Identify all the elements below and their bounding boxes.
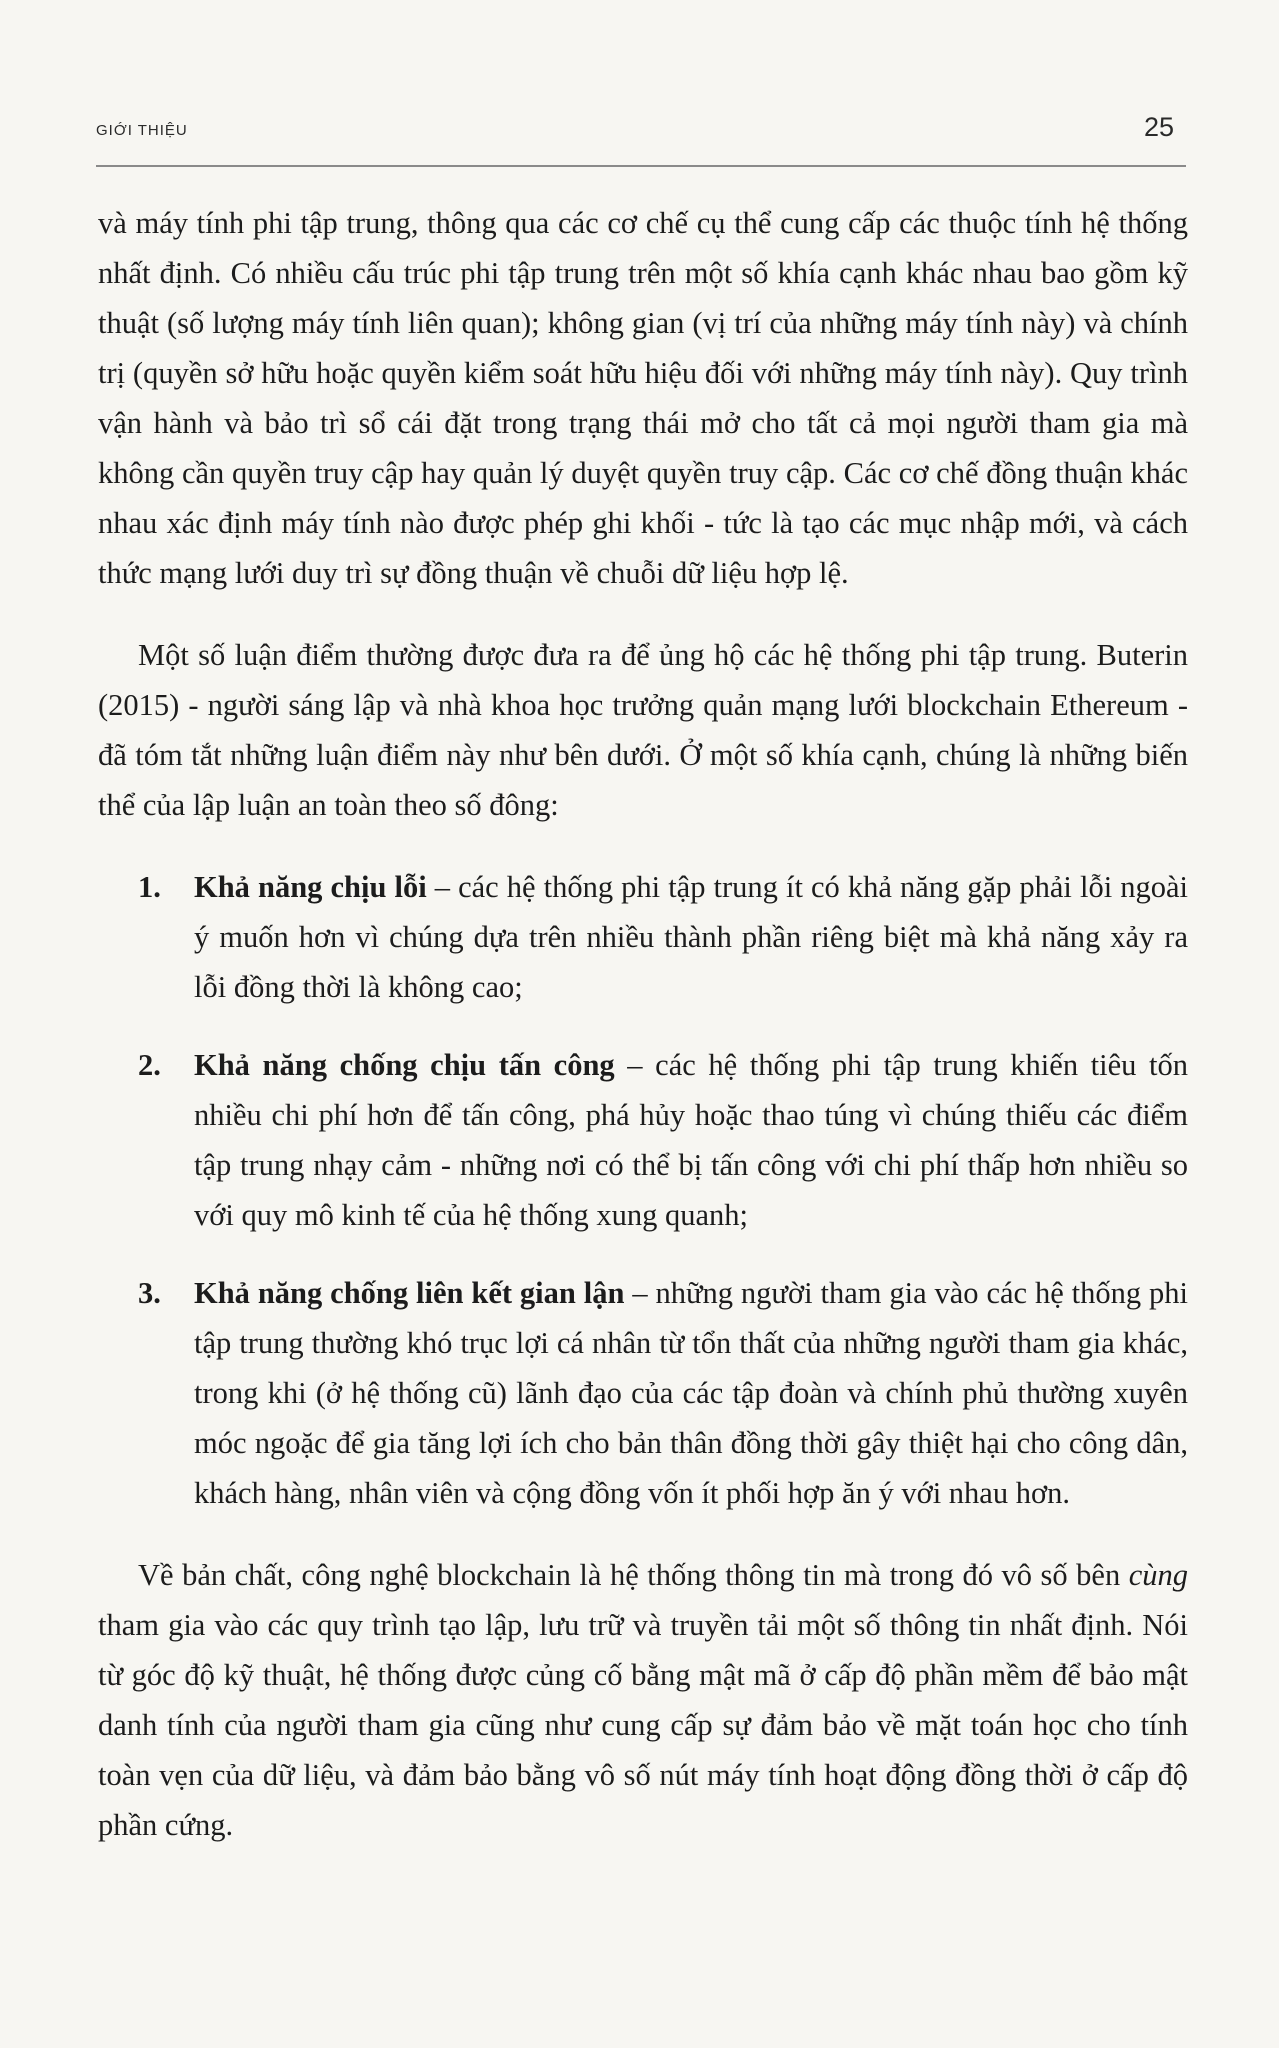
arguments-list (98, 862, 1188, 1518)
list-item-number: 3. (138, 1276, 161, 1310)
list-item-text: – các hệ thống phi tập trung khiến tiêu tốn nhiều chi phí hơn để tấn công, phá hủy hoặc thao túng vì chúng thiếu các điểm tập trung nhạy cảm - những nơi có thể bị tấn công với chi phí thấp hơn nhiều so với quy mô kinh tế của hệ thống xung quanh; (194, 1048, 1188, 1232)
list-item-number: 1. (138, 870, 161, 904)
paragraph-arguments-intro: Một số luận điểm thường được đưa ra để ủng hộ các hệ thống phi tập trung. Buterin (2015) - người sáng lập và nhà khoa học trưởng quản mạng lưới blockchain Ethereum - đã tóm tắt những luận điểm này như bên dưới. Ở một số khía cạnh, chúng là những biến thể của lập luận an toàn theo số đông: (98, 638, 1188, 822)
paragraph-blockchain-nature: Về bản chất, công nghệ blockchain là hệ thống thông tin mà trong đó vô số bên cùng tham gia vào các quy trình tạo lập, lưu trữ và truyền tải một số thông tin nhất định. Nói từ góc độ kỹ thuật, hệ thống được củng cố bằng mật mã ở cấp độ phần mềm để bảo mật danh tính của người tham gia cũng như cung cấp sự đảm bảo về mặt toán học cho tính toàn vẹn của dữ liệu, và đảm bảo bằng vô số nút máy tính hoạt động đồng thời ở cấp độ phần cứng. (98, 1558, 1188, 1842)
chapter-title: GIỚI THIỆU (96, 122, 188, 139)
page-number: 25 (1143, 112, 1174, 142)
paragraph-continued: và máy tính phi tập trung, thông qua các cơ chế cụ thể cung cấp các thuộc tính hệ thống nhất định. Có nhiều cấu trúc phi tập trung trên một số khía cạnh khác nhau bao gồm kỹ thuật (số lượng máy tính liên quan); không gian (vị trí của những máy tính này) và chính trị (quyền sở hữu hoặc quyền kiểm soát hữu hiệu đối với những máy tính này). Quy trình vận hành và bảo trì sổ cái đặt trong trạng thái mở cho tất cả mọi người tham gia mà không cần quyền truy cập hay quản lý duyệt quyền truy cập. Các cơ chế đồng thuận khác nhau xác định máy tính nào được phép ghi khối - tức là tạo các mục nhập mới, và cách thức mạng lưới duy trì sự đồng thuận về chuỗi dữ liệu hợp lệ. (98, 206, 1188, 590)
header-divider (96, 165, 1186, 167)
list-item-text: – các hệ thống phi tập trung ít có khả năng gặp phải lỗi ngoài ý muốn hơn vì chúng dựa trên nhiều thành phần riêng biệt mà khả năng xảy ra lỗi đồng thời là không cao; (194, 870, 1188, 1004)
list-item-fault-tolerance (98, 862, 1188, 1012)
list-item-text: – những người tham gia vào các hệ thống phi tập trung thường khó trục lợi cá nhân từ tổn thất của những người tham gia khác, trong khi (ở hệ thống cũ) lãnh đạo của các tập đoàn và chính phủ thường xuyên móc ngoặc để gia tăng lợi ích cho bản thân đồng thời gây thiệt hại cho công dân, khách hàng, nhân viên và cộng đồng vốn ít phối hợp ăn ý với nhau hơn. (194, 1276, 1188, 1510)
list-item-term: Khả năng chống chịu tấn công (194, 1048, 615, 1082)
list-item-attack-resistance (98, 1040, 1188, 1240)
list-item-number: 2. (138, 1048, 161, 1082)
list-item-term: Khả năng chống liên kết gian lận (194, 1276, 625, 1310)
list-item-term: Khả năng chịu lỗi (194, 870, 427, 904)
list-item-collusion-resistance (98, 1268, 1188, 1518)
page-body (98, 198, 1188, 1850)
emphasis-text: cùng (1128, 1558, 1188, 1592)
running-header (96, 112, 1186, 152)
